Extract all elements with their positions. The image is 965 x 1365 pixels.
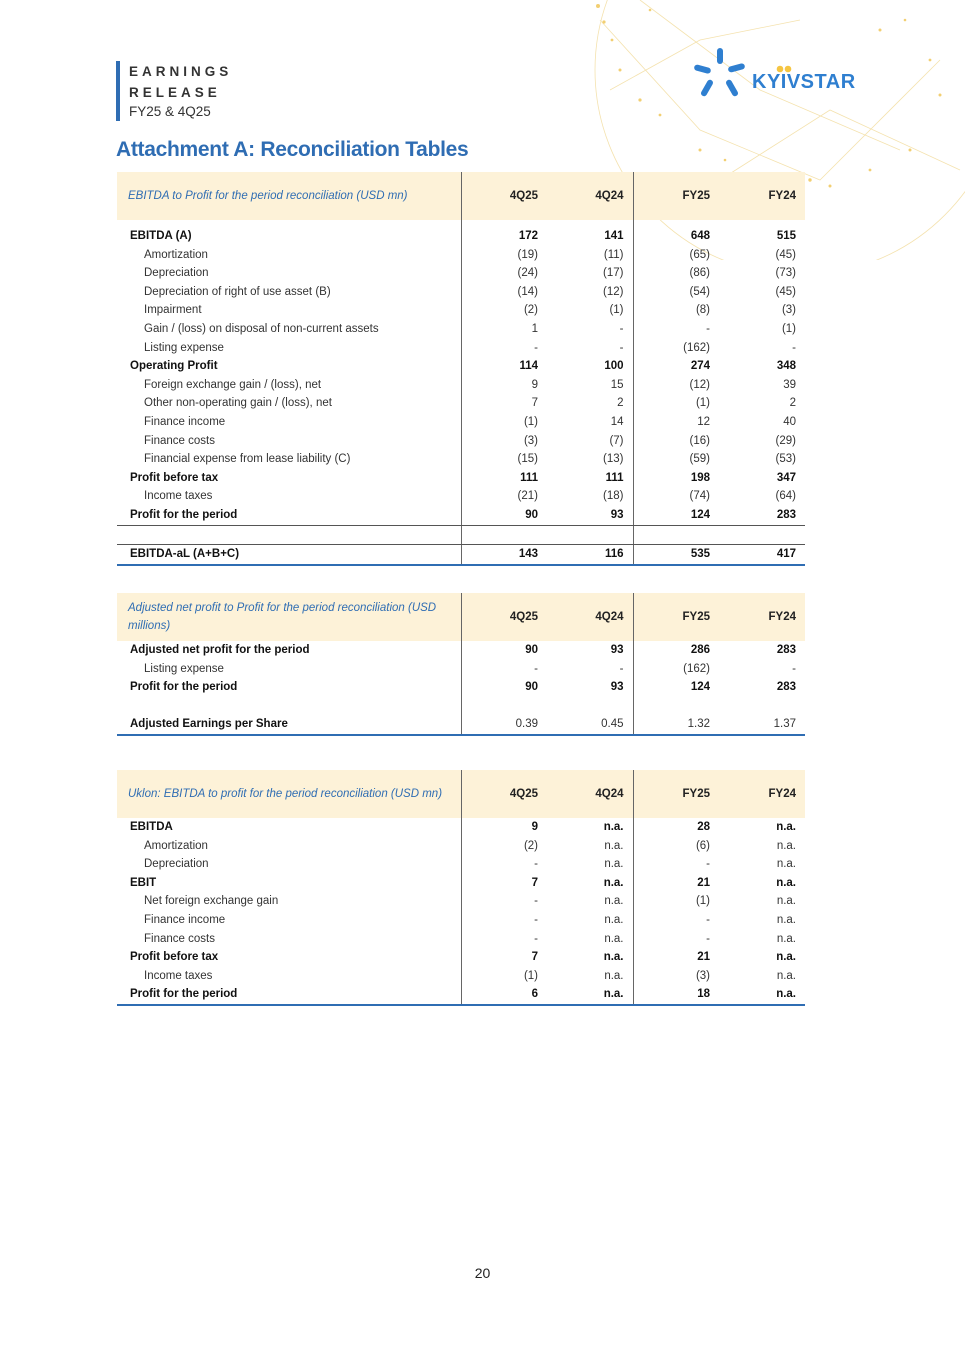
column-header-4q25: 4Q25 xyxy=(461,172,547,220)
table-row: EBITDA 9 n.a. 28 n.a. xyxy=(117,818,805,837)
table-row: Adjusted net profit for the period 90 93 286 283 xyxy=(117,641,805,660)
uklon-ebitda-table xyxy=(117,770,805,1006)
table-row: Listing expense - - (162) - xyxy=(117,660,805,679)
table-row: Foreign exchange gain / (loss), net 9 15 (12) 39 xyxy=(117,376,805,395)
column-header-4q25: 4Q25 xyxy=(461,593,547,641)
header-line-1: EARNINGS xyxy=(129,64,233,79)
table-row: Income taxes (21) (18) (74) (64) xyxy=(117,487,805,506)
table-row: Finance income - n.a. - n.a. xyxy=(117,911,805,930)
column-header-4q24: 4Q24 xyxy=(547,593,633,641)
table-row: Finance income (1) 14 12 40 xyxy=(117,413,805,432)
table-header-row xyxy=(117,770,805,818)
column-header-fy25: FY25 xyxy=(633,770,719,818)
column-header-fy25: FY25 xyxy=(633,172,719,220)
table-row: Impairment (2) (1) (8) (3) xyxy=(117,301,805,320)
table-row: Finance costs - n.a. - n.a. xyxy=(117,930,805,949)
table-caption: Adjusted net profit to Profit for the period reconciliation (USD millions) xyxy=(117,593,461,641)
table-row: Listing expense - - (162) - xyxy=(117,339,805,358)
column-header-fy24: FY24 xyxy=(719,770,805,818)
table-row: Financial expense from lease liability (C) (15) (13) (59) (53) xyxy=(117,450,805,469)
table-row: Amortization (2) n.a. (6) n.a. xyxy=(117,837,805,856)
column-header-fy24: FY24 xyxy=(719,593,805,641)
table-row: Adjusted Earnings per Share 0.39 0.45 1.32 1.37 xyxy=(117,715,805,735)
table-row: Other non-operating gain / (loss), net 7 2 (1) 2 xyxy=(117,394,805,413)
table-row: EBITDA (A) 172 141 648 515 xyxy=(117,227,805,246)
header-period: FY25 & 4Q25 xyxy=(129,104,211,119)
ebitda-reconciliation-table xyxy=(117,172,805,566)
table-caption: Uklon: EBITDA to profit for the period reconciliation (USD mn) xyxy=(117,770,461,818)
column-header-4q24: 4Q24 xyxy=(547,172,633,220)
table-row: Depreciation (24) (17) (86) (73) xyxy=(117,264,805,283)
table-row: Net foreign exchange gain - n.a. (1) n.a. xyxy=(117,892,805,911)
table-row: Gain / (loss) on disposal of non-current assets 1 - - (1) xyxy=(117,320,805,339)
table-row: Income taxes (1) n.a. (3) n.a. xyxy=(117,967,805,986)
table-row: Amortization (19) (11) (65) (45) xyxy=(117,246,805,265)
table-row: EBIT 7 n.a. 21 n.a. xyxy=(117,874,805,893)
table-caption: EBITDA to Profit for the period reconciliation (USD mn) xyxy=(117,172,461,220)
page-title: Attachment A: Reconciliation Tables xyxy=(116,138,469,161)
header-line-2: RELEASE xyxy=(129,85,221,100)
table-row: Depreciation of right of use asset (B) (14) (12) (54) (45) xyxy=(117,283,805,302)
table-row: EBITDA-aL (A+B+C) 143 116 535 417 xyxy=(117,545,805,565)
logo-wordmark: KYIVSTAR xyxy=(752,71,856,93)
column-header-fy25: FY25 xyxy=(633,593,719,641)
adjusted-net-profit-table xyxy=(117,593,805,736)
table-row: Operating Profit 114 100 274 348 xyxy=(117,357,805,376)
table-row: Profit for the period 90 93 124 283 xyxy=(117,678,805,697)
table-row: Profit for the period 90 93 124 283 xyxy=(117,506,805,525)
table-row: Depreciation - n.a. - n.a. xyxy=(117,855,805,874)
table-row: Profit before tax 7 n.a. 21 n.a. xyxy=(117,948,805,967)
table-header-row xyxy=(117,172,805,220)
report-header xyxy=(116,61,232,121)
page-number: 20 xyxy=(474,1265,491,1281)
column-header-4q24: 4Q24 xyxy=(547,770,633,818)
table-header-row xyxy=(117,593,805,641)
table-row: Finance costs (3) (7) (16) (29) xyxy=(117,432,805,451)
table-row: Profit for the period 6 n.a. 18 n.a. xyxy=(117,985,805,1005)
column-header-4q25: 4Q25 xyxy=(461,770,547,818)
table-row: Profit before tax 111 111 198 347 xyxy=(117,469,805,488)
column-header-fy24: FY24 xyxy=(719,172,805,220)
